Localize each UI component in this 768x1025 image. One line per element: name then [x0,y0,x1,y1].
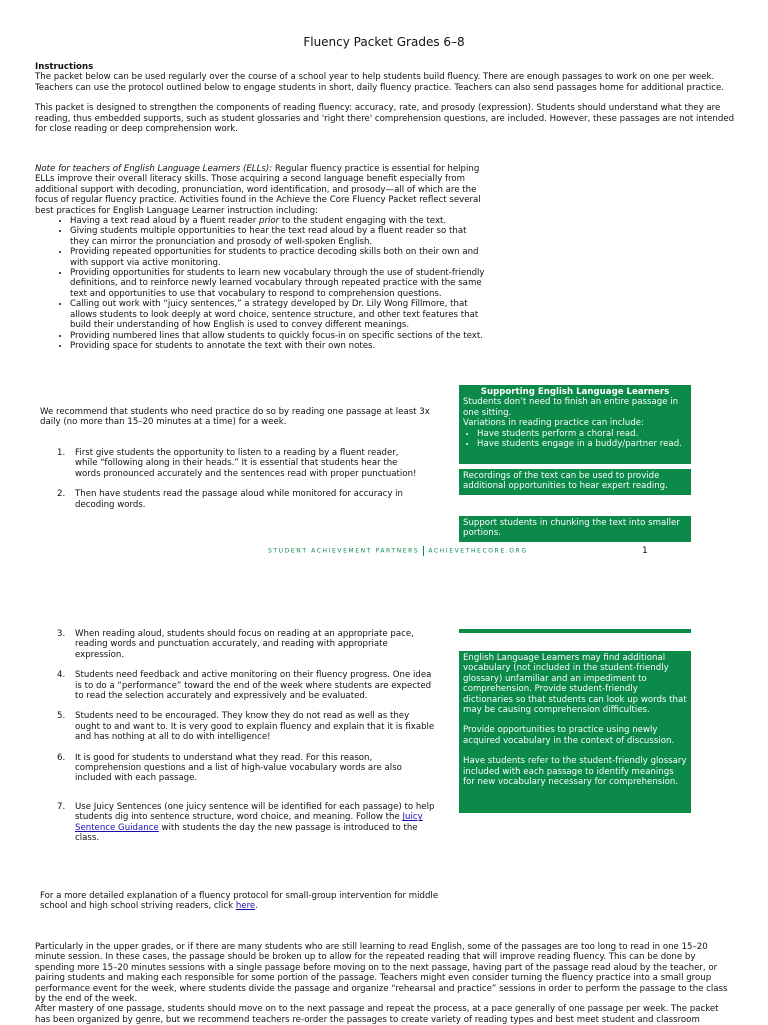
step-text: Students need feedback and active monitoring on their fluency progress. One idea is to do a “performance” toward the end of the week where students are expected to read the selection accurately and expressively and be evaluated. [75,670,432,702]
fluency-protocol-link[interactable]: here [235,901,256,912]
list-item: • Providing opportunities for students to learn new vocabulary through the use of student-friendly definitions, and to reinforce newly learned vocabulary through repeated practice with the same text and opportunities to use that vocabulary to respond to comprehension questions. [70,268,485,299]
vocabulary-support-paragraph-2: Provide opportunities to practice using newly acquired vocabulary in the context of discussion. [463,725,675,746]
vocabulary-support-paragraph-3: Have students refer to the student-friendly glossary included with each passage to identify meanings for new vocabulary necessary for comprehension. [463,756,687,788]
ell-support-box-text: Students don’t need to finish an entire passage in one sitting. [463,397,679,418]
instructions-section [35,62,735,134]
recordings-tip-box: Recordings of the text can be used to provide additional opportunities to hear expert reading. [459,469,691,495]
step-text: Students need to be encouraged. They know they do not read as well as they ought to and want to. It is very good to explain fluency and explain that it is fixable and has nothing at all to do with intelligence! [75,711,435,743]
list-item: • Calling out work with “juicy sentences,” a strategy developed by Dr. Lily Wong Fillmore, that allows students to look deeply at word choice, sentence structure, and other text features that build their understanding of how English is used to convey different meanings. [70,299,485,330]
ell-note-lead: Note for teachers of English Language Learners (ELLs): [35,164,273,174]
list-item: • Have students perform a choral read. [477,429,687,439]
vocabulary-support-box [459,651,691,813]
chunking-tip-box: Support students in chunking the text into smaller portions. [459,516,691,542]
list-item [70,216,485,226]
vocabulary-support-paragraph-1: English Language Learners may find additional vocabulary (not included in the student-friendly glossary) unfamiliar and an impediment to comprehension. Provide student-friendly dictionaries so that students can look up words that may be causing comprehension difficulties. [463,653,687,716]
list-item: • Providing numbered lines that allow students to quickly focus-in on specific sections of the text. [70,331,485,341]
reading-variations-list [463,429,687,450]
ell-note-section [35,164,485,351]
step-number: 2. [57,489,66,500]
list-item-text: to the student engaging with the text. [279,216,447,227]
protocol-steps-page-2 [35,629,435,844]
list-item [35,629,435,660]
list-item [35,802,435,844]
list-item: • Have students engage in a buddy/partner read. [477,439,687,449]
footer-website: ACHIEVETHECORE.ORG [428,547,528,555]
ell-note-paragraph [35,164,485,216]
ell-support-box-title: Supporting English Language Learners [480,387,670,397]
step-number: 6. [57,752,66,763]
page-number: 1 [642,546,648,556]
list-item [35,489,420,510]
page-footer [268,546,528,557]
list-item: • Giving students multiple opportunities to hear the text read aloud by a fluent reader so that they can mirror the pronunciation and prosody of well-spoken English. [70,226,485,247]
recommendation-paragraph: We recommend that students who need practice do so by reading one passage at least 3x daily (no more than 15–20 minutes at a time) for a week. [40,407,430,428]
step-number: 5. [57,711,66,722]
ell-support-box [459,385,691,464]
instructions-paragraph-2: This packet is designed to strengthen the components of reading fluency: accuracy, rate, and prosody (expression). Students should understand what they are reading, thus embedded supports, such as student glossaries and 'right there' comprehension questions, are included. However, these passages are not intended for close reading or deep comprehension work. [35,103,735,135]
step-text: Then have students read the passage aloud while monitored for accuracy in decoding words. [75,489,403,510]
protocol-steps-page-1 [35,448,420,510]
list-item [35,670,435,701]
bottom-section [35,942,735,1025]
detail-end: . [255,901,258,912]
sidebar-divider [459,629,691,633]
bottom-paragraph-2: After mastery of one passage, students should move on to the next passage and repeat the process, at a pace generally of one passage per week. The packet has been organized by genre, but we recommend teachers re-order the passages to create variety of reading types and best meet student and classroom [35,1004,719,1025]
footer-divider [423,546,424,556]
instructions-heading: Instructions [35,62,94,72]
list-item: • Providing repeated opportunities for students to practice decoding skills both on their own and with support via active monitoring. [70,247,485,268]
ell-note-text: Regular fluency practice is essential for helping ELLs improve their overall literacy skills. Those acquiring a second language benefit especially from additional support with decoding, pronunciation, word identification, and prosody—all of which are the focus of regular fluency practice. Activities found in the Achieve the Core Fluency Packet reflect several best practices for English Language Learner instruction including: [35,164,481,216]
step-number: 7. [57,801,66,812]
footer-org-name: STUDENT ACHIEVEMENT PARTNERS [268,547,420,555]
list-item-emphasis: prior [259,216,280,227]
list-item-text: Having a text read aloud by a fluent reader [70,216,260,227]
step-number: 4. [57,670,66,681]
page-title: Fluency Packet Grades 6–8 [303,35,465,49]
ell-support-box-subtitle: Variations in reading practice can include: [463,418,644,429]
list-item [35,448,420,479]
list-item [35,753,435,784]
juicy-sentence-guidance-link[interactable]: Juicy Sentence Guidance [75,812,423,833]
bottom-paragraph-1: Particularly in the upper grades, or if there are many students who are still learning to read English, some of the passages are too long to read in one 15–20 minute session. In these cases, the passage should be broken up to allow for the repeated reading that will improve reading fluency. This can be done by spending more 15–20 minutes sessions with a single passage before moving on to the next passage, having part of the passage read aloud by the teacher, or pairing students and making each responsible for some portion of the passage. Teachers might even consider turning the fluency practice into a small group performance event for the week, where students divide the passage and organize “rehearsal and practice” sessions in order to perform the passage to the class by the end of the week. [35,942,728,1005]
detail-text: For a more detailed explanation of a fluency protocol for small-group intervention for middle school and high school striving readers, click [40,891,439,912]
list-item: • Providing space for students to annotate the text with their own notes. [70,341,485,351]
step-text: with students the day the new passage is introduced to the class. [75,822,418,844]
step-number: 3. [57,629,66,639]
instructions-paragraph-1: The packet below can be used regularly over the course of a school year to help students build fluency. There are enough passages to work on one per week. Teachers can use the protocol outlined below to engage students in short, daily fluency practice. Teachers can also send passages home for additional practice. [35,72,724,93]
step-number: 1. [57,448,66,458]
step-text: First give students the opportunity to listen to a reading by a fluent reader, while “following along in their heads.” It is essential that students hear the words pronounced accurately and the sentences read with proper punctuation! [75,448,417,479]
detail-paragraph [40,891,460,912]
step-text: When reading aloud, students should focus on reading at an appropriate pace, reading words and punctuation accurately, and reading with appropriate expression. [75,629,414,660]
step-text: It is good for students to understand what they read. For this reason, comprehension questions and a list of high-value vocabulary words are also included with each passage. [75,752,402,784]
ell-practices-list [35,216,485,351]
step-text: Use Juicy Sentences (one juicy sentence will be identified for each passage) to help students dig into sentence structure, word choice, and meaning. Follow the [75,801,435,823]
list-item [35,711,435,742]
